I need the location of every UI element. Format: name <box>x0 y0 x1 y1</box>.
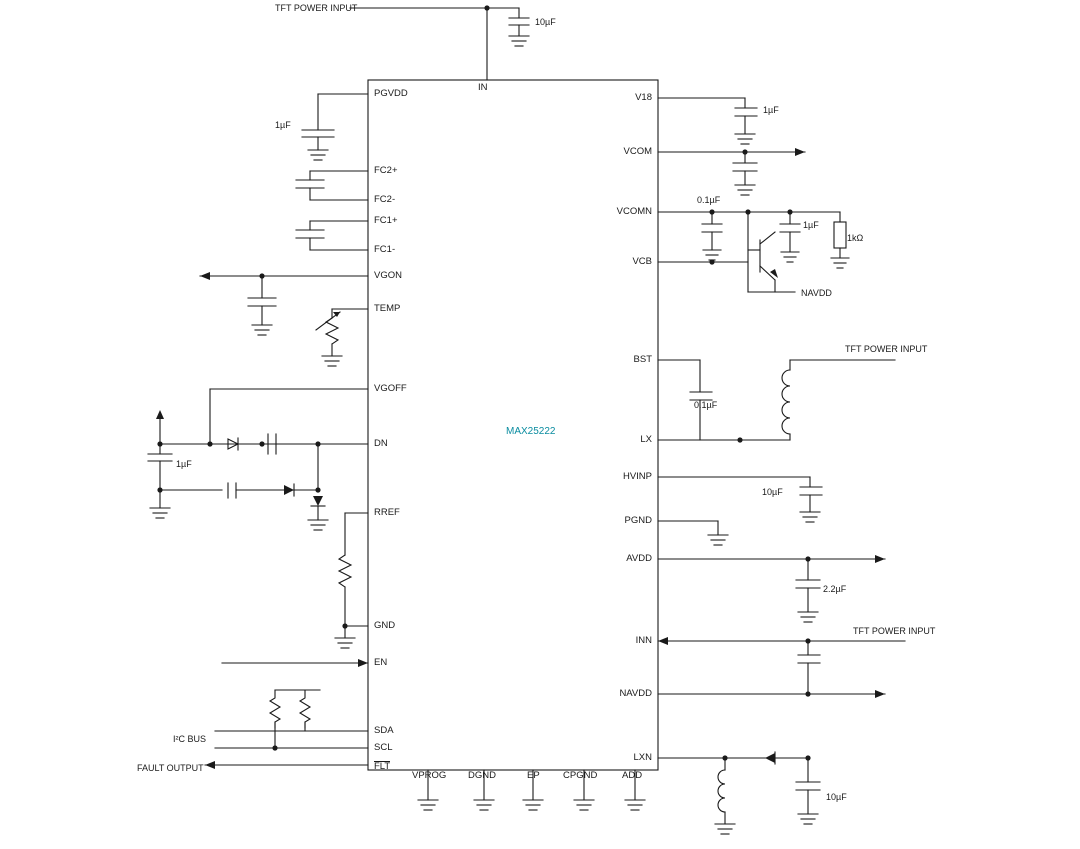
pin-avdd: AVDD <box>626 553 652 564</box>
value-r-1k: 1kΩ <box>847 233 864 243</box>
ic-body <box>368 80 658 770</box>
pin-flt: FLT <box>374 761 391 772</box>
pin-sda: SDA <box>374 725 394 736</box>
net-label-tft-power-input-inn: TFT POWER INPUT <box>853 626 936 636</box>
pin-in: IN <box>478 82 488 93</box>
pin-pgnd: PGND <box>624 515 652 526</box>
value-c-lxn: 10µF <box>826 792 847 802</box>
net-label-tft-power-input-bst: TFT POWER INPUT <box>845 344 928 354</box>
net-label-navdd: NAVDD <box>801 288 832 298</box>
pin-lx: LX <box>640 434 652 445</box>
net-label-fault-output: FAULT OUTPUT <box>137 763 204 773</box>
value-c-dn: 1µF <box>176 459 192 469</box>
pin-dgnd: DGND <box>468 770 496 781</box>
pin-bst: BST <box>633 354 652 365</box>
pin-vcb: VCB <box>632 256 652 267</box>
value-c-hvinp: 10µF <box>762 487 783 497</box>
pin-temp: TEMP <box>374 303 401 314</box>
pin-fc2n: FC2- <box>374 194 396 205</box>
value-c-avdd: 2.2µF <box>823 584 847 594</box>
pin-vcom: VCOM <box>623 146 652 157</box>
pin-rref: RREF <box>374 507 400 518</box>
value-c-pgvdd: 1µF <box>275 120 291 130</box>
value-c-vcom-1u: 1µF <box>803 220 819 230</box>
pin-hvinp: HVINP <box>622 471 652 482</box>
pin-dn: DN <box>374 438 388 449</box>
pin-fc1n: FC1- <box>374 244 396 255</box>
value-c-v18: 1µF <box>763 105 779 115</box>
value-c-vcomn: 0.1µF <box>697 195 721 205</box>
pin-pgvdd: PGVDD <box>374 88 408 99</box>
pin-vgon: VGON <box>374 270 402 281</box>
pin-vgoff: VGOFF <box>374 383 407 394</box>
pin-lxn: LXN <box>633 752 652 763</box>
pin-vcomn: VCOMN <box>616 206 652 217</box>
net-label-i2c-bus: I²C BUS <box>173 734 207 744</box>
pin-vprog: VPROG <box>412 770 447 781</box>
pin-cpgnd: CPGND <box>563 770 598 781</box>
pin-navdd: NAVDD <box>619 688 652 699</box>
pin-scl: SCL <box>374 742 393 753</box>
pin-gnd: GND <box>374 620 396 631</box>
net-label-tft-power-input-top: TFT POWER INPUT <box>275 3 358 13</box>
pin-inn: INN <box>635 635 652 646</box>
ic-part-label: MAX25222 <box>506 426 556 437</box>
pin-en: EN <box>374 657 388 668</box>
pin-add: ADD <box>622 770 643 781</box>
pin-ep: EP <box>527 770 540 781</box>
pin-fc1p: FC1+ <box>374 215 398 226</box>
value-c-bst: 0.1µF <box>694 400 718 410</box>
pin-v18: V18 <box>635 92 652 103</box>
value-c-in: 10µF <box>535 17 556 27</box>
pin-fc2p: FC2+ <box>374 165 398 176</box>
